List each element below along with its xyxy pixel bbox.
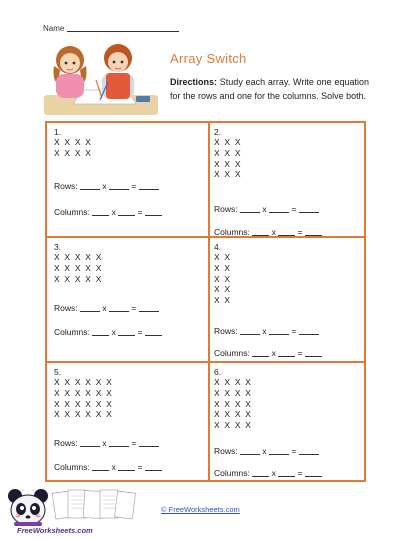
answer-blank[interactable] [118, 335, 135, 336]
answer-blank[interactable] [145, 470, 162, 471]
array-row: X X X X X [54, 262, 103, 273]
times-sign: x [271, 348, 276, 358]
answer-blank[interactable] [80, 189, 100, 190]
rows-label: Rows: [214, 326, 238, 336]
array-row: X X [214, 273, 232, 284]
times-sign: x [102, 181, 107, 191]
times-sign: x [271, 468, 276, 478]
rows-equation [54, 181, 159, 191]
array-row: X X X [214, 169, 242, 180]
answer-blank[interactable] [299, 454, 319, 455]
times-sign: x [111, 327, 116, 337]
answer-blank[interactable] [92, 335, 109, 336]
problem-3 [54, 242, 204, 358]
columns-equation [54, 207, 162, 217]
answer-blank[interactable] [118, 470, 135, 471]
problem-4 [214, 242, 364, 358]
columns-equation [54, 327, 162, 337]
equals-sign: = [297, 348, 303, 358]
answer-blank[interactable] [269, 334, 289, 335]
answer-blank[interactable] [109, 446, 129, 447]
columns-equation [214, 468, 322, 478]
answer-blank[interactable] [118, 215, 135, 216]
equals-sign: = [131, 438, 137, 448]
problem-1 [54, 127, 204, 233]
answer-blank[interactable] [305, 356, 322, 357]
answer-blank[interactable] [252, 235, 269, 236]
problem-number: 2. [214, 127, 222, 137]
equals-sign: = [137, 327, 143, 337]
brand-logo-text: FreeWorksheets.com [17, 526, 93, 535]
problem-number: 3. [54, 242, 62, 252]
rows-equation [214, 204, 319, 214]
equals-sign: = [297, 468, 303, 478]
answer-blank[interactable] [80, 446, 100, 447]
kids-illustration [40, 40, 162, 116]
array-row: X X X [214, 147, 242, 158]
equals-sign: = [291, 204, 297, 214]
grid-divider-horizontal-2 [47, 361, 364, 363]
rows-label: Rows: [54, 438, 78, 448]
array-row: X X X X [54, 147, 93, 158]
problem-grid [45, 121, 366, 482]
answer-blank[interactable] [92, 470, 109, 471]
answer-blank[interactable] [252, 356, 269, 357]
answer-blank[interactable] [278, 476, 295, 477]
array-row: X X X X X X [54, 387, 114, 398]
columns-label: Columns: [54, 462, 90, 472]
answer-blank[interactable] [252, 476, 269, 477]
worksheet-title: Array Switch [170, 51, 247, 66]
array-row: X X X X [214, 377, 253, 387]
answer-blank[interactable] [145, 215, 162, 216]
rows-label: Rows: [214, 446, 238, 456]
equals-sign: = [131, 181, 137, 191]
worksheet-stack-icon [52, 488, 144, 524]
columns-label: Columns: [214, 468, 250, 478]
columns-equation [214, 348, 322, 358]
array-row: X X X X X X [54, 398, 114, 409]
array-row: X X [214, 262, 232, 273]
array-row: X X X X [214, 398, 253, 409]
answer-blank[interactable] [299, 212, 319, 213]
answer-blank[interactable] [109, 311, 129, 312]
answer-blank[interactable] [92, 215, 109, 216]
equals-sign: = [291, 446, 297, 456]
answer-blank[interactable] [139, 189, 159, 190]
answer-blank[interactable] [305, 476, 322, 477]
problem-5 [54, 367, 204, 479]
answer-blank[interactable] [299, 334, 319, 335]
rows-label: Rows: [54, 181, 78, 191]
answer-blank[interactable] [139, 311, 159, 312]
columns-equation [214, 227, 322, 237]
answer-blank[interactable] [269, 212, 289, 213]
answer-blank[interactable] [145, 335, 162, 336]
directions-label: Directions: [170, 77, 218, 87]
answer-blank[interactable] [80, 311, 100, 312]
answer-blank[interactable] [240, 454, 260, 455]
times-sign: x [262, 326, 267, 336]
rows-label: Rows: [214, 204, 238, 214]
name-label: Name [43, 24, 65, 33]
problem-number: 4. [214, 242, 222, 252]
array-row: X X X X [214, 387, 253, 398]
columns-label: Columns: [54, 327, 90, 337]
answer-blank[interactable] [240, 334, 260, 335]
grid-divider-vertical [208, 123, 210, 480]
array-row: X X X X [214, 409, 253, 420]
times-sign: x [262, 204, 267, 214]
answer-blank[interactable] [305, 235, 322, 236]
answer-blank[interactable] [109, 189, 129, 190]
answer-blank[interactable] [278, 235, 295, 236]
columns-label: Columns: [214, 348, 250, 358]
name-blank [67, 31, 179, 32]
array-row: X X X X [54, 137, 93, 147]
rows-equation [54, 438, 159, 448]
columns-label: Columns: [214, 227, 250, 237]
array-row: X X X X X X [54, 409, 114, 420]
problem-6 [214, 367, 364, 479]
array-row: X X X X X X [54, 377, 114, 387]
times-sign: x [102, 438, 107, 448]
answer-blank[interactable] [269, 454, 289, 455]
equals-sign: = [137, 462, 143, 472]
rows-equation [214, 326, 319, 336]
array-row: X X [214, 284, 232, 295]
rows-equation [54, 303, 159, 313]
times-sign: x [262, 446, 267, 456]
directions-text: Study each array. Write one equation for the rows and one for the columns. Solve both. [170, 77, 369, 101]
equals-sign: = [131, 303, 137, 313]
rows-equation [214, 446, 319, 456]
array-row: X X X X X [54, 273, 103, 284]
array-row: X X [214, 295, 232, 306]
columns-equation [54, 462, 162, 472]
columns-label: Columns: [54, 207, 90, 217]
times-sign: x [102, 303, 107, 313]
problem-number: 1. [54, 127, 62, 137]
problem-2 [214, 127, 364, 237]
array-row: X X X [214, 137, 242, 147]
times-sign: x [111, 207, 116, 217]
equals-sign: = [297, 227, 303, 237]
problem-number: 6. [214, 367, 222, 377]
array-row: X X X [214, 158, 242, 169]
equals-sign: = [137, 207, 143, 217]
times-sign: x [271, 227, 276, 237]
array-row: X X X X X [54, 252, 103, 262]
answer-blank[interactable] [139, 446, 159, 447]
copyright-link[interactable]: © FreeWorksheets.com [161, 505, 240, 514]
name-field [43, 24, 179, 33]
directions [170, 75, 369, 103]
times-sign: x [111, 462, 116, 472]
array-row: X X [214, 252, 232, 262]
array-row: X X X X [214, 420, 253, 431]
answer-blank[interactable] [240, 212, 260, 213]
rows-label: Rows: [54, 303, 78, 313]
answer-blank[interactable] [278, 356, 295, 357]
equals-sign: = [291, 326, 297, 336]
problem-number: 5. [54, 367, 62, 377]
